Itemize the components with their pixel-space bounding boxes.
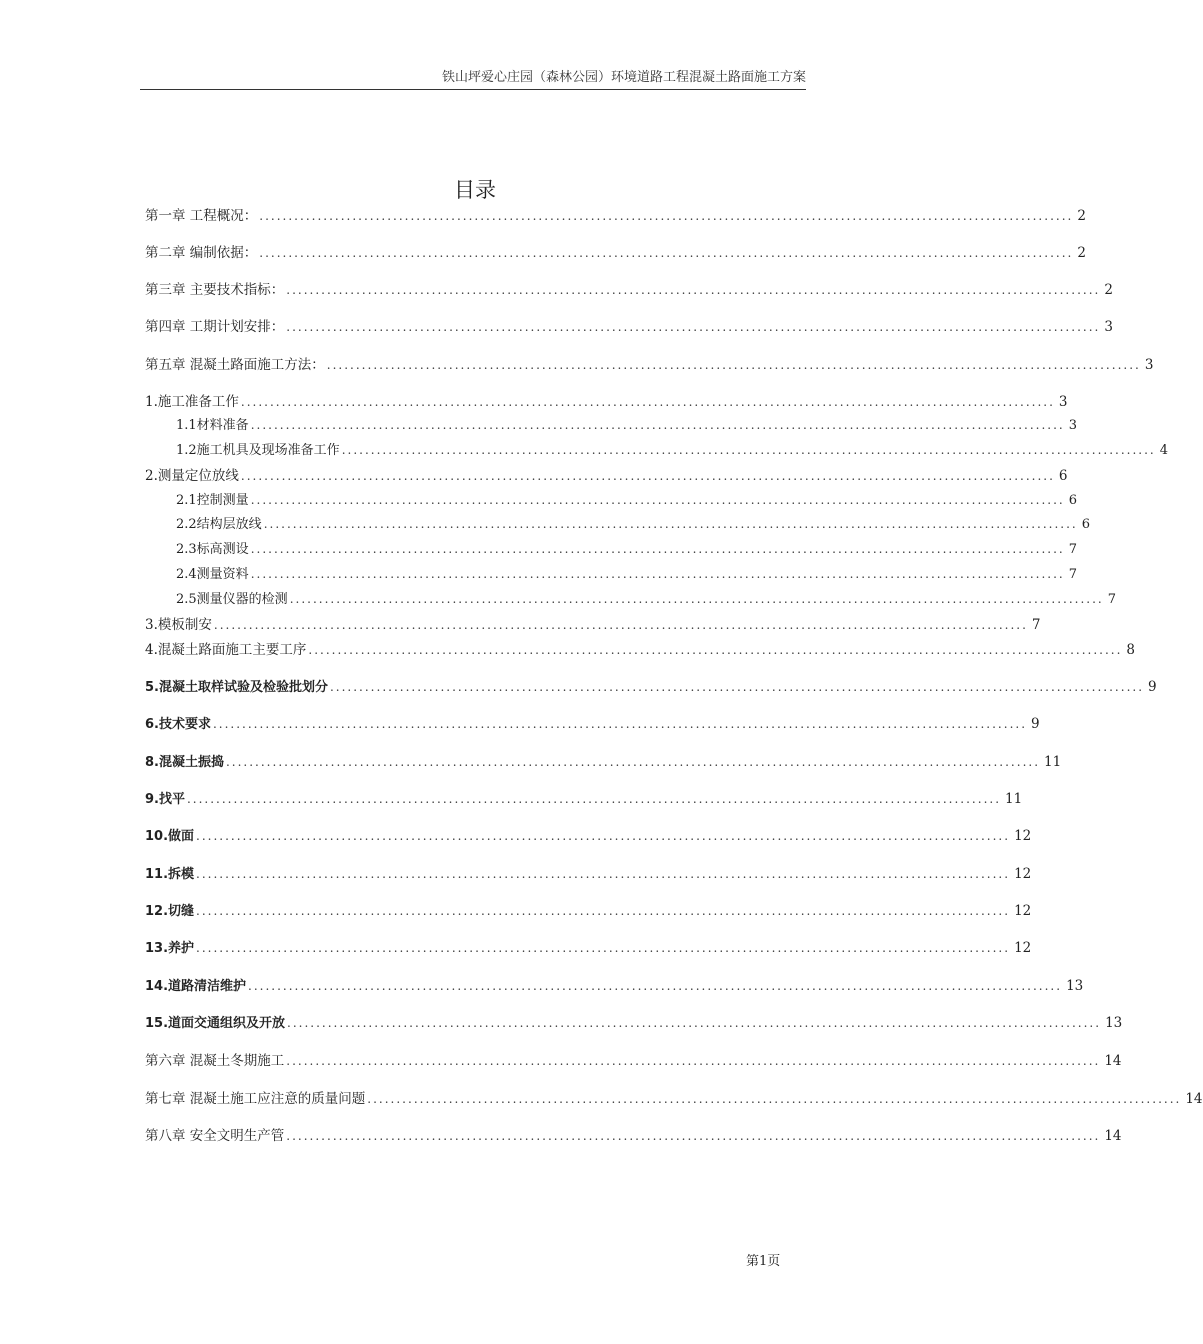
toc-entry[interactable]: [145, 975, 1084, 995]
toc-leader-dots: ............................................................................................................................................: [186, 792, 1002, 806]
toc-entry-page: 3: [1058, 394, 1068, 410]
toc-entry[interactable]: [145, 204, 1086, 224]
toc-entry[interactable]: [145, 390, 1068, 410]
toc-entry-page: 6: [1068, 493, 1077, 508]
toc-entry-label: 14.道路清洁维护: [145, 979, 247, 994]
toc-entry-page: 14: [1104, 1128, 1122, 1144]
toc-entry[interactable]: [176, 588, 1116, 608]
toc-entry-label: 2.2结构层放线: [176, 517, 262, 532]
toc-entry-page: 12: [1014, 828, 1032, 844]
toc-entry-page: 13: [1066, 978, 1084, 994]
toc-entry-label: 13.养护: [145, 941, 195, 956]
toc-entry[interactable]: [145, 751, 1062, 771]
toc-entry[interactable]: [145, 713, 1040, 733]
toc-entry-page: 2: [1104, 282, 1113, 298]
toc-entry-page: 3: [1104, 319, 1113, 335]
toc-leader-dots: ............................................................................................................................................: [263, 517, 1078, 531]
toc-entry-label: 2.1控制测量: [176, 493, 249, 508]
toc-leader-dots: ............................................................................................................................................: [250, 493, 1065, 507]
toc-leader-dots: ............................................................................................................................................: [248, 979, 1063, 993]
toc-entry[interactable]: [145, 278, 1113, 298]
toc-leader-dots: ............................................................................................................................................: [308, 643, 1123, 657]
toc-leader-dots: ............................................................................................................................................: [326, 358, 1141, 372]
toc-entry[interactable]: [145, 937, 1032, 957]
toc-entry-page: 9: [1148, 679, 1157, 695]
toc-entry-label: 4.混凝土路面施工主要工序: [145, 642, 307, 658]
toc-entry-page: 9: [1031, 716, 1040, 732]
toc-entry[interactable]: [176, 439, 1168, 459]
toc-entry[interactable]: [145, 1124, 1122, 1144]
toc-entry-label: 1.1材料准备: [176, 418, 249, 433]
toc-leader-dots: ............................................................................................................................................: [286, 320, 1101, 334]
running-header: 铁山坪爱心庄园（森林公园）环境道路工程混凝土路面施工方案: [441, 70, 806, 85]
toc-entry[interactable]: [176, 538, 1077, 558]
toc-entry-page: 14: [1104, 1053, 1122, 1069]
toc-leader-dots: ............................................................................................................................................: [250, 418, 1065, 432]
toc-entry-page: 12: [1014, 940, 1032, 956]
toc-entry[interactable]: [145, 464, 1068, 484]
toc-entry[interactable]: [145, 1012, 1123, 1032]
toc-leader-dots: ............................................................................................................................................: [225, 755, 1041, 769]
toc-entry-page: 13: [1105, 1015, 1123, 1031]
toc-entry[interactable]: [145, 788, 1023, 808]
toc-entry-label: 2.测量定位放线: [145, 468, 239, 484]
toc-leader-dots: ............................................................................................................................................: [286, 1129, 1101, 1143]
toc-entry-label: 6.技术要求: [145, 717, 211, 732]
toc-entry-page: 7: [1031, 617, 1041, 633]
toc-entry-page: 12: [1014, 866, 1032, 882]
toc-entry-label: 9.找平: [145, 792, 185, 807]
toc-entry-page: 6: [1081, 517, 1090, 532]
toc-entry-page: 2: [1077, 208, 1086, 224]
header-rule: [140, 89, 806, 90]
toc-entry-label: 5.混凝土取样试验及检验批划分: [145, 680, 328, 695]
toc-entry-page: 3: [1068, 418, 1077, 433]
toc-entry-label: 2.5测量仪器的检测: [176, 592, 288, 607]
toc-entry[interactable]: [176, 414, 1077, 434]
toc-entry-page: 14: [1185, 1091, 1203, 1107]
toc-leader-dots: ............................................................................................................................................: [240, 395, 1055, 409]
toc-leader-dots: ............................................................................................................................................: [367, 1092, 1182, 1106]
toc-entry-label: 第四章 工期计划安排：: [145, 319, 285, 335]
toc-entry[interactable]: [145, 353, 1154, 373]
toc-leader-dots: ............................................................................................................................................: [341, 443, 1156, 457]
toc-leader-dots: ............................................................................................................................................: [213, 618, 1028, 632]
toc-entry[interactable]: [145, 825, 1032, 845]
toc-entry-label: 11.拆模: [145, 867, 195, 882]
toc-title: 目录: [454, 178, 496, 202]
toc-entry-page: 2: [1077, 245, 1086, 261]
toc-leader-dots: ............................................................................................................................................: [329, 680, 1145, 694]
toc-entry-label: 第八章 安全文明生产管: [145, 1128, 285, 1144]
toc-entry-page: 6: [1058, 468, 1068, 484]
toc-entry[interactable]: [145, 1087, 1203, 1107]
toc-entry[interactable]: [145, 863, 1032, 883]
toc-entry-label: 第六章 混凝土冬期施工: [145, 1053, 285, 1069]
toc-entry-label: 第三章 主要技术指标：: [145, 282, 285, 298]
toc-leader-dots: ............................................................................................................................................: [286, 283, 1101, 297]
toc-entry-label: 1.2施工机具及现场准备工作: [176, 443, 340, 458]
toc-entry-label: 1.施工准备工作: [145, 394, 239, 410]
toc-entry-label: 第五章 混凝土路面施工方法：: [145, 357, 325, 373]
toc-leader-dots: ............................................................................................................................................: [196, 941, 1011, 955]
toc-entry-page: 7: [1068, 542, 1077, 557]
toc-entry[interactable]: [176, 563, 1077, 583]
toc-entry-label: 12.切缝: [145, 904, 195, 919]
toc-leader-dots: ............................................................................................................................................: [250, 567, 1065, 581]
toc-leader-dots: ............................................................................................................................................: [196, 867, 1011, 881]
toc-leader-dots: ............................................................................................................................................: [212, 717, 1028, 731]
toc-entry[interactable]: [145, 613, 1041, 633]
toc-entry-label: 2.3标高测设: [176, 542, 249, 557]
page-number: 第1页: [746, 1254, 781, 1269]
toc-entry-page: 7: [1068, 567, 1077, 582]
toc-entry-label: 8.混凝土振捣: [145, 755, 224, 770]
toc-entry-label: 2.4测量资料: [176, 567, 249, 582]
toc-leader-dots: ............................................................................................................................................: [286, 1054, 1101, 1068]
toc-leader-dots: ............................................................................................................................................: [240, 469, 1055, 483]
toc-entry-label: 第一章 工程概况：: [145, 208, 258, 224]
toc-leader-dots: ............................................................................................................................................: [250, 542, 1065, 556]
toc-entry[interactable]: [145, 900, 1032, 920]
toc-entry[interactable]: [176, 513, 1090, 533]
toc-entry-label: 第七章 混凝土施工应注意的质量问题: [145, 1091, 366, 1107]
toc-leader-dots: ............................................................................................................................................: [289, 592, 1104, 606]
toc-entry-page: 12: [1014, 903, 1032, 919]
toc-entry-label: 10.做面: [145, 829, 195, 844]
toc-entry-page: 8: [1126, 642, 1136, 658]
toc-entry-page: 7: [1107, 592, 1116, 607]
toc-entry-label: 第二章 编制依据：: [145, 245, 258, 261]
toc-entry[interactable]: [145, 241, 1086, 261]
toc-leader-dots: ............................................................................................................................................: [259, 246, 1074, 260]
toc-entry[interactable]: [145, 676, 1157, 696]
toc-entry[interactable]: [176, 489, 1077, 509]
toc-entry-label: 3.模板制安: [145, 617, 212, 633]
toc-leader-dots: ............................................................................................................................................: [196, 904, 1011, 918]
toc-leader-dots: ............................................................................................................................................: [287, 1016, 1102, 1030]
toc-entry-label: 15.道面交通组织及开放: [145, 1016, 286, 1031]
toc-entry[interactable]: [145, 638, 1136, 658]
toc-entry[interactable]: [145, 315, 1113, 335]
toc-leader-dots: ............................................................................................................................................: [259, 209, 1074, 223]
toc-entry-page: 11: [1044, 754, 1062, 770]
toc-entry-page: 3: [1144, 357, 1154, 373]
toc-entry-page: 4: [1159, 443, 1168, 458]
toc-entry[interactable]: [145, 1049, 1122, 1069]
toc-entry-page: 11: [1005, 791, 1023, 807]
toc-leader-dots: ............................................................................................................................................: [196, 829, 1011, 843]
